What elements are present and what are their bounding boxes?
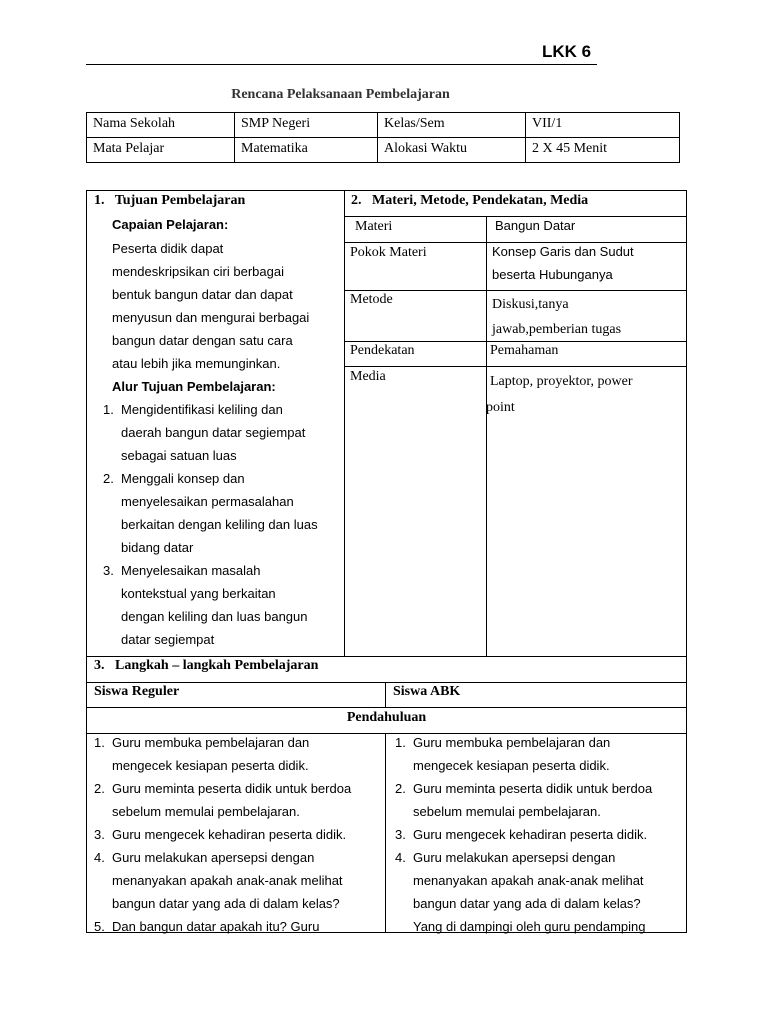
pendekatan-label: Pendekatan [350, 343, 415, 358]
info-value-class: VII/1 [526, 113, 680, 138]
column-divider [385, 733, 386, 932]
metode-value: Diskusi,tanya jawab,pemberian tugas [492, 297, 622, 337]
media-label: Media [350, 369, 386, 384]
capaian-line: mendeskripsikan ciri berbagai [112, 264, 284, 279]
materi-label: Materi [355, 219, 393, 234]
pendahuluan-heading: Pendahuluan [346, 710, 427, 725]
list-item: 3. Guru mengecek kehadiran peserta didik. [94, 827, 347, 842]
pokok-value: Konsep Garis dan Sudut beserta Hubunganya [492, 244, 634, 282]
column-divider [385, 682, 386, 707]
abk-steps [395, 731, 685, 938]
alur-heading: Alur Tujuan Pembelajaran: [112, 379, 276, 394]
column-header-abk: Siswa ABK [393, 684, 461, 699]
row-divider [87, 682, 686, 683]
list-item: 2. Guru meminta peserta didik untuk berdoa sebelum memulai pembelajaran. [94, 781, 352, 819]
column-divider [344, 191, 345, 656]
list-item: 1. Mengidentifikasi keliling dan daerah bangun datar segiempat sebagai satuan luas [103, 402, 306, 463]
capaian-line: Peserta didik dapat [112, 241, 224, 256]
list-item: 1. Guru membuka pembelajaran dan mengecek kesiapan peserta didik. [94, 735, 310, 773]
info-label-class: Kelas/Sem [378, 113, 526, 138]
capaian-text [112, 237, 344, 375]
column-header-reguler: Siswa Reguler [94, 684, 180, 699]
capaian-line: bentuk bangun datar dan dapat [112, 287, 293, 302]
capaian-line: bangun datar dengan satu cara [112, 333, 293, 348]
metode-label: Metode [350, 292, 393, 307]
column-divider [486, 216, 487, 656]
materi-value: Bangun Datar [495, 218, 576, 233]
row-divider [344, 290, 686, 291]
info-label-subject: Mata Pelajar [87, 138, 235, 163]
section2-heading: 2. Materi, Metode, Pendekatan, Media [351, 193, 589, 208]
list-item: 4. Guru melakukan apersepsi dengan menanyakan apakah anak-anak melihat bangun datar yang ada di dalam kelas? [94, 850, 343, 911]
pendekatan-value: Pemahaman [490, 343, 559, 358]
pokok-label: Pokok Materi [350, 245, 427, 260]
media-value: Laptop, proyektor, power point [486, 374, 633, 415]
info-label-time: Alokasi Waktu [378, 138, 526, 163]
table-row [87, 113, 680, 138]
section1-heading: 1. Tujuan Pembelajaran [94, 193, 246, 208]
document-title: Rencana Pelaksanaan Pembelajaran [231, 87, 450, 102]
row-divider [344, 366, 686, 367]
list-item: 3. Guru mengecek kehadiran peserta didik. [395, 827, 648, 842]
table-row [87, 138, 680, 163]
row-divider [87, 707, 686, 708]
capaian-line: menyusun dan mengurai berbagai [112, 310, 310, 325]
document-code: LKK 6 [542, 42, 592, 61]
list-item: 3. Menyelesaikan masalah kontekstual yang berkaitan dengan keliling dan luas bangun datar segiempat [103, 563, 308, 647]
lesson-plan-box [86, 190, 687, 933]
info-value-school: SMP Negeri [235, 113, 378, 138]
list-item: 1. Guru membuka pembelajaran dan mengecek kesiapan peserta didik. [395, 735, 611, 773]
header-rule [86, 64, 597, 65]
reguler-steps [94, 731, 384, 938]
school-info-table [86, 112, 680, 163]
capaian-line: atau lebih jika memunginkan. [112, 356, 281, 371]
alur-list [103, 398, 343, 651]
info-value-time: 2 X 45 Menit [526, 138, 680, 163]
capaian-heading: Capaian Pelajaran: [112, 217, 229, 232]
list-item: 2. Menggali konsep dan menyelesaikan permasalahan berkaitan dengan keliling dan luas bidang datar [103, 471, 318, 555]
list-item: 4. Guru melakukan apersepsi dengan menanyakan apakah anak-anak melihat bangun datar yang ada di dalam kelas? Yang di dampingi oleh guru pendamping [395, 850, 646, 934]
section3-heading: 3. Langkah – langkah Pembelajaran [94, 658, 319, 673]
info-label-school: Nama Sekolah [87, 113, 235, 138]
list-item: 5. Dan bangun datar apakah itu? Guru [94, 919, 320, 934]
info-value-subject: Matematika [235, 138, 378, 163]
list-item: 2. Guru meminta peserta didik untuk berdoa sebelum memulai pembelajaran. [395, 781, 653, 819]
row-divider [87, 656, 686, 657]
